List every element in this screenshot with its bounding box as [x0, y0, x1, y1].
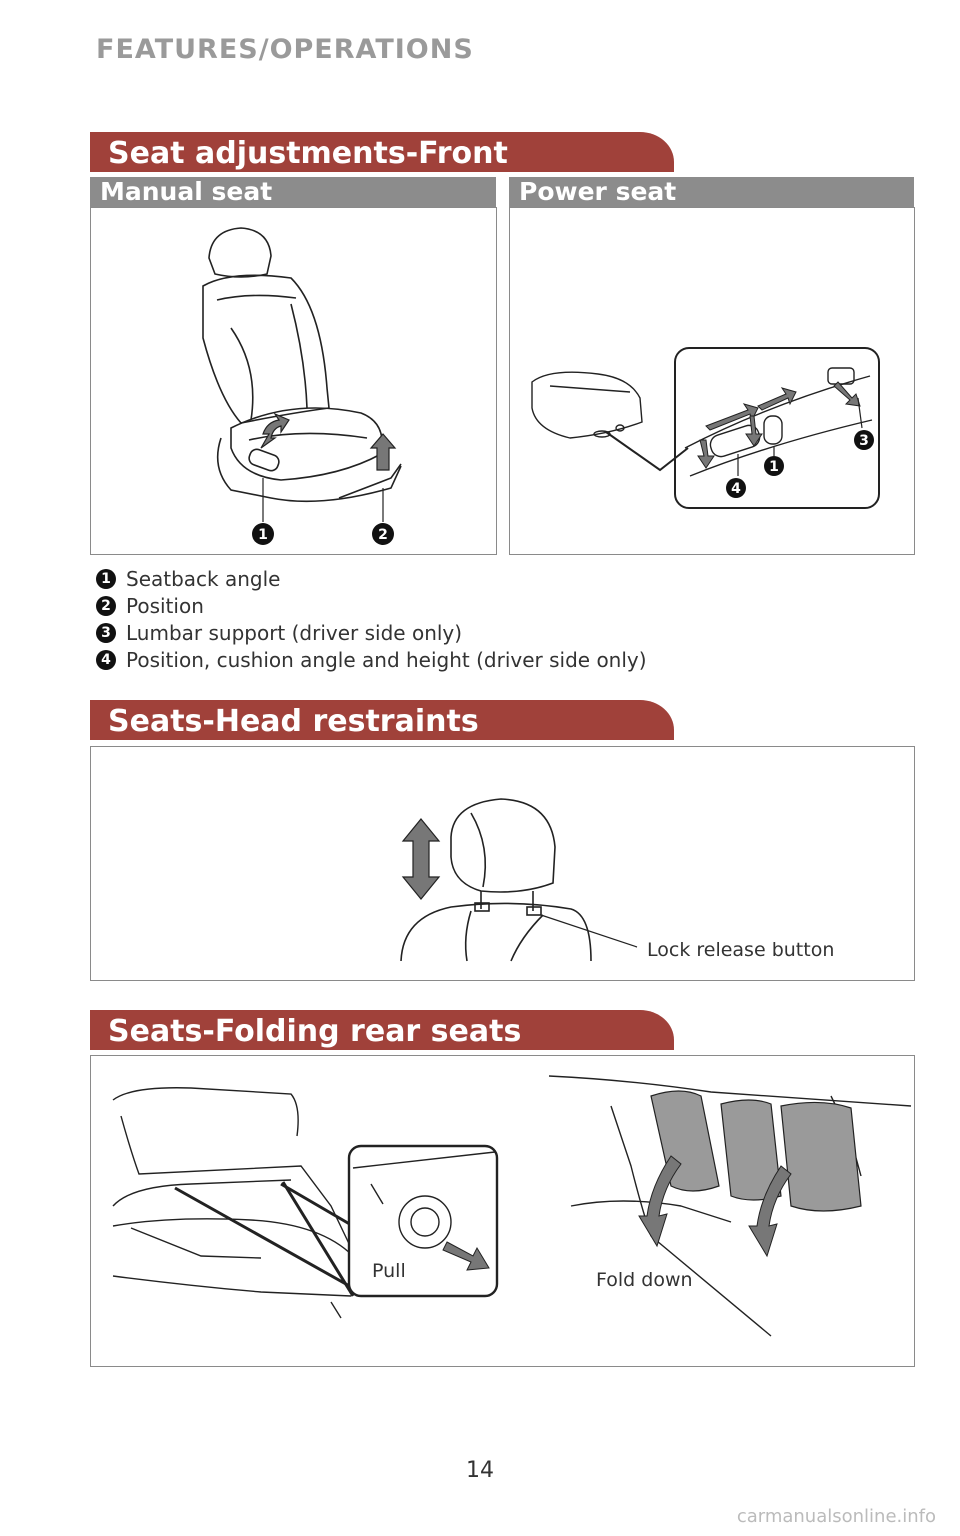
section-title: Seats-Head restraints — [108, 704, 479, 739]
head-restraints-panel — [90, 746, 915, 981]
section-title: Seat adjustments-Front — [108, 136, 508, 171]
legend-item-3 — [96, 619, 462, 646]
marker-1-manual-text: 1 — [258, 527, 268, 543]
manual-seat-label: Manual seat — [100, 177, 273, 206]
section-banner-head-restraints — [90, 700, 674, 740]
up-down-arrow-icon — [403, 819, 439, 899]
fold-down-label: Fold down — [596, 1269, 693, 1291]
legend-number-1: 1 — [96, 569, 116, 589]
manual-seat-illustration — [91, 208, 496, 554]
subbar-manual-seat — [90, 177, 496, 207]
subbar-power-seat — [509, 177, 914, 207]
watermark: carmanualsonline.info — [736, 1506, 936, 1527]
marker-1-power-text: 1 — [769, 459, 779, 475]
legend-item-1 — [96, 565, 280, 592]
legend-item-4 — [96, 646, 647, 673]
folding-seats-illustration — [91, 1056, 914, 1366]
page-section-header: FEATURES/OPERATIONS — [96, 34, 474, 65]
power-seat-illustration — [510, 208, 914, 554]
marker-3-power-text: 3 — [859, 433, 869, 449]
legend-number-4: 4 — [96, 650, 116, 670]
marker-4-power-text: 4 — [731, 481, 741, 497]
legend-number-3: 3 — [96, 623, 116, 643]
power-seat-panel — [509, 207, 915, 555]
legend-text-2: Position — [126, 593, 204, 618]
legend-item-2 — [96, 592, 204, 619]
section-banner-seat-adjustments — [90, 132, 674, 172]
page-number: 14 — [466, 1458, 494, 1483]
legend-text-4: Position, cushion angle and height (driver side only) — [126, 647, 647, 672]
folding-seats-panel — [90, 1055, 915, 1367]
legend-number-2: 2 — [96, 596, 116, 616]
lock-release-label: Lock release button — [647, 939, 835, 961]
pull-label: Pull — [372, 1260, 406, 1282]
legend-text-3: Lumbar support (driver side only) — [126, 620, 463, 645]
legend-text-1: Seatback angle — [126, 566, 281, 591]
section-title: Seats-Folding rear seats — [108, 1014, 522, 1049]
power-seat-label: Power seat — [519, 177, 677, 206]
section-banner-folding-seats — [90, 1010, 674, 1050]
manual-seat-panel — [90, 207, 497, 555]
marker-2-manual-text: 2 — [378, 527, 388, 543]
